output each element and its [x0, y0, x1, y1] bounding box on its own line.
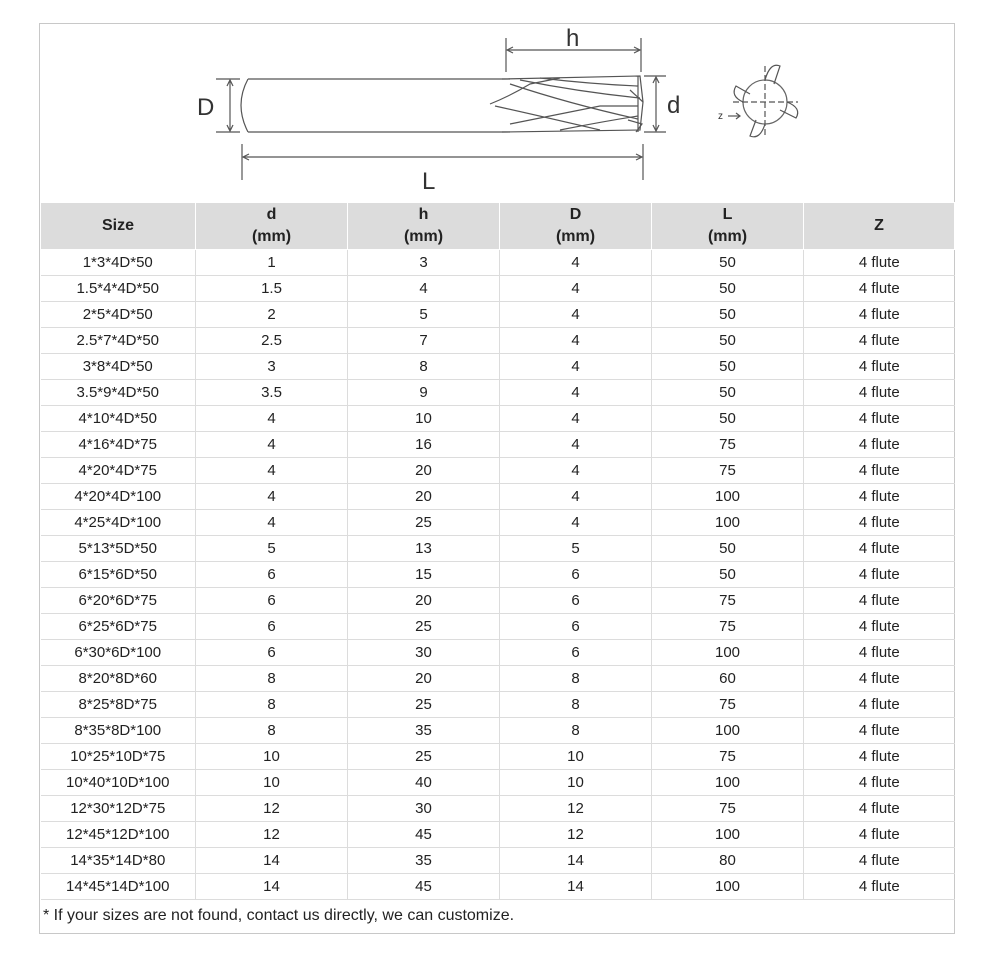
cell-d: 2 — [196, 302, 348, 328]
table-row — [41, 328, 955, 354]
cell-d: 8 — [196, 692, 348, 718]
cell-L: 75 — [652, 692, 804, 718]
cell-L: 75 — [652, 744, 804, 770]
cell-z: 4 flute — [804, 822, 955, 848]
cell-z: 4 flute — [804, 744, 955, 770]
table-row — [41, 354, 955, 380]
table-row — [41, 380, 955, 406]
cell-z: 4 flute — [804, 536, 955, 562]
cell-h: 4 — [348, 276, 500, 302]
header-unit: (mm) — [403, 228, 444, 245]
cell-D: 6 — [500, 614, 652, 640]
table-row — [41, 276, 955, 302]
header-label: d — [266, 206, 277, 223]
cell-L: 50 — [652, 250, 804, 276]
cell-size: 8*35*8D*100 — [41, 718, 196, 744]
table-body — [41, 250, 955, 900]
cell-D: 6 — [500, 588, 652, 614]
cell-size: 1*3*4D*50 — [41, 250, 196, 276]
cell-D: 6 — [500, 562, 652, 588]
cell-size: 6*20*6D*75 — [41, 588, 196, 614]
table-row — [41, 822, 955, 848]
cell-D: 4 — [500, 510, 652, 536]
cell-size: 4*25*4D*100 — [41, 510, 196, 536]
cell-D: 8 — [500, 718, 652, 744]
cell-size: 4*16*4D*75 — [41, 432, 196, 458]
cell-d: 1.5 — [196, 276, 348, 302]
cell-D: 14 — [500, 874, 652, 900]
cell-L: 100 — [652, 874, 804, 900]
cell-L: 75 — [652, 432, 804, 458]
cell-D: 14 — [500, 848, 652, 874]
diagram-label-z: z — [718, 111, 723, 122]
header-unit: (mm) — [251, 228, 292, 245]
spec-sheet — [39, 23, 955, 934]
header-D — [500, 203, 652, 250]
cell-h: 25 — [348, 614, 500, 640]
cell-D: 4 — [500, 354, 652, 380]
cell-L: 50 — [652, 536, 804, 562]
cell-h: 30 — [348, 640, 500, 666]
diagram-label-d: d — [667, 92, 681, 119]
cell-h: 7 — [348, 328, 500, 354]
table-row — [41, 770, 955, 796]
cell-L: 60 — [652, 666, 804, 692]
cell-L: 50 — [652, 406, 804, 432]
table-row — [41, 302, 955, 328]
cell-d: 10 — [196, 744, 348, 770]
cell-d: 5 — [196, 536, 348, 562]
cell-size: 14*35*14D*80 — [41, 848, 196, 874]
cell-z: 4 flute — [804, 796, 955, 822]
cell-L: 50 — [652, 328, 804, 354]
table-row — [41, 250, 955, 276]
cell-h: 15 — [348, 562, 500, 588]
cell-h: 35 — [348, 718, 500, 744]
cell-D: 4 — [500, 380, 652, 406]
cell-size: 4*10*4D*50 — [41, 406, 196, 432]
cell-d: 4 — [196, 510, 348, 536]
table-row — [41, 744, 955, 770]
cell-h: 9 — [348, 380, 500, 406]
cell-h: 20 — [348, 666, 500, 692]
cell-D: 12 — [500, 822, 652, 848]
cell-d: 4 — [196, 458, 348, 484]
cell-d: 6 — [196, 614, 348, 640]
cell-d: 3.5 — [196, 380, 348, 406]
cell-size: 2*5*4D*50 — [41, 302, 196, 328]
spec-table — [40, 202, 955, 900]
cell-d: 8 — [196, 718, 348, 744]
cell-L: 50 — [652, 302, 804, 328]
cell-L: 75 — [652, 458, 804, 484]
table-row — [41, 666, 955, 692]
table-row — [41, 640, 955, 666]
cell-size: 6*25*6D*75 — [41, 614, 196, 640]
cell-h: 20 — [348, 588, 500, 614]
cell-size: 6*15*6D*50 — [41, 562, 196, 588]
cell-size: 3*8*4D*50 — [41, 354, 196, 380]
cell-L: 75 — [652, 588, 804, 614]
cell-z: 4 flute — [804, 588, 955, 614]
cell-D: 4 — [500, 328, 652, 354]
cell-size: 1.5*4*4D*50 — [41, 276, 196, 302]
table-row — [41, 848, 955, 874]
cell-z: 4 flute — [804, 250, 955, 276]
cell-d: 3 — [196, 354, 348, 380]
cell-L: 100 — [652, 718, 804, 744]
cell-d: 10 — [196, 770, 348, 796]
cell-z: 4 flute — [804, 458, 955, 484]
cell-z: 4 flute — [804, 510, 955, 536]
cell-h: 30 — [348, 796, 500, 822]
cell-z: 4 flute — [804, 640, 955, 666]
footnote: * If your sizes are not found, contact us directly, we can customize. — [43, 907, 515, 924]
table-row — [41, 484, 955, 510]
cell-z: 4 flute — [804, 848, 955, 874]
cell-d: 6 — [196, 562, 348, 588]
cell-D: 4 — [500, 484, 652, 510]
cell-D: 12 — [500, 796, 652, 822]
diagram-label-L: L — [422, 168, 436, 195]
cell-d: 4 — [196, 406, 348, 432]
cell-size: 4*20*4D*75 — [41, 458, 196, 484]
cell-D: 5 — [500, 536, 652, 562]
cell-z: 4 flute — [804, 380, 955, 406]
table-row — [41, 718, 955, 744]
cell-size: 5*13*5D*50 — [41, 536, 196, 562]
cell-L: 50 — [652, 354, 804, 380]
cell-size: 8*25*8D*75 — [41, 692, 196, 718]
cell-size: 10*25*10D*75 — [41, 744, 196, 770]
table-row — [41, 874, 955, 900]
cell-L: 100 — [652, 484, 804, 510]
table-row — [41, 796, 955, 822]
cell-L: 80 — [652, 848, 804, 874]
header-size — [41, 203, 196, 250]
cell-h: 13 — [348, 536, 500, 562]
cell-h: 5 — [348, 302, 500, 328]
diagram-label-h: h — [566, 25, 580, 52]
cell-d: 12 — [196, 796, 348, 822]
cell-D: 8 — [500, 692, 652, 718]
cell-h: 25 — [348, 510, 500, 536]
table-row — [41, 588, 955, 614]
header-h — [348, 203, 500, 250]
cell-D: 4 — [500, 406, 652, 432]
header-unit: (mm) — [555, 228, 596, 245]
diagram-label-D: D — [197, 94, 215, 121]
cell-h: 25 — [348, 692, 500, 718]
cell-h: 10 — [348, 406, 500, 432]
cell-h: 25 — [348, 744, 500, 770]
header-d — [196, 203, 348, 250]
cell-d: 1 — [196, 250, 348, 276]
cell-L: 50 — [652, 276, 804, 302]
cell-D: 4 — [500, 276, 652, 302]
cell-z: 4 flute — [804, 614, 955, 640]
cell-D: 4 — [500, 302, 652, 328]
cell-z: 4 flute — [804, 484, 955, 510]
cell-D: 8 — [500, 666, 652, 692]
cell-size: 2.5*7*4D*50 — [41, 328, 196, 354]
cell-D: 6 — [500, 640, 652, 666]
cell-L: 100 — [652, 510, 804, 536]
cell-size: 10*40*10D*100 — [41, 770, 196, 796]
header-label: L — [722, 206, 733, 223]
cell-z: 4 flute — [804, 302, 955, 328]
cell-z: 4 flute — [804, 328, 955, 354]
cell-z: 4 flute — [804, 562, 955, 588]
cell-h: 20 — [348, 484, 500, 510]
cell-h: 16 — [348, 432, 500, 458]
cell-d: 6 — [196, 588, 348, 614]
cell-L: 50 — [652, 562, 804, 588]
cell-h: 45 — [348, 822, 500, 848]
cell-L: 50 — [652, 380, 804, 406]
table-row — [41, 406, 955, 432]
cell-D: 4 — [500, 432, 652, 458]
header-label: h — [418, 206, 429, 223]
cell-d: 2.5 — [196, 328, 348, 354]
table-row — [41, 562, 955, 588]
header-label: D — [569, 206, 582, 223]
cell-L: 75 — [652, 614, 804, 640]
cell-size: 4*20*4D*100 — [41, 484, 196, 510]
table-header-row — [41, 203, 955, 250]
cell-z: 4 flute — [804, 406, 955, 432]
cell-z: 4 flute — [804, 354, 955, 380]
cell-D: 4 — [500, 250, 652, 276]
cell-h: 45 — [348, 874, 500, 900]
cell-z: 4 flute — [804, 718, 955, 744]
cell-size: 12*30*12D*75 — [41, 796, 196, 822]
table-row — [41, 692, 955, 718]
cell-h: 40 — [348, 770, 500, 796]
header-unit: (mm) — [707, 228, 748, 245]
table-row — [41, 536, 955, 562]
cell-d: 8 — [196, 666, 348, 692]
table-row — [41, 432, 955, 458]
header-label: Size — [101, 217, 134, 234]
cell-L: 100 — [652, 770, 804, 796]
cell-d: 4 — [196, 432, 348, 458]
cell-z: 4 flute — [804, 276, 955, 302]
cell-size: 3.5*9*4D*50 — [41, 380, 196, 406]
cell-z: 4 flute — [804, 770, 955, 796]
header-label: Z — [874, 217, 884, 234]
cell-h: 20 — [348, 458, 500, 484]
cell-D: 10 — [500, 744, 652, 770]
table-row — [41, 614, 955, 640]
cell-size: 14*45*14D*100 — [41, 874, 196, 900]
cell-z: 4 flute — [804, 874, 955, 900]
cell-d: 14 — [196, 874, 348, 900]
header-L — [652, 203, 804, 250]
cell-L: 100 — [652, 822, 804, 848]
cell-d: 14 — [196, 848, 348, 874]
cell-h: 8 — [348, 354, 500, 380]
cell-z: 4 flute — [804, 666, 955, 692]
cell-d: 4 — [196, 484, 348, 510]
end-mill-diagram — [40, 24, 954, 202]
table-row — [41, 458, 955, 484]
cell-L: 100 — [652, 640, 804, 666]
table-row — [41, 510, 955, 536]
header-z — [804, 203, 955, 250]
cell-h: 35 — [348, 848, 500, 874]
cell-size: 12*45*12D*100 — [41, 822, 196, 848]
cell-size: 6*30*6D*100 — [41, 640, 196, 666]
cell-z: 4 flute — [804, 432, 955, 458]
cell-L: 75 — [652, 796, 804, 822]
cell-d: 12 — [196, 822, 348, 848]
cell-D: 10 — [500, 770, 652, 796]
cell-size: 8*20*8D*60 — [41, 666, 196, 692]
cell-z: 4 flute — [804, 692, 955, 718]
cell-h: 3 — [348, 250, 500, 276]
cell-D: 4 — [500, 458, 652, 484]
cell-d: 6 — [196, 640, 348, 666]
